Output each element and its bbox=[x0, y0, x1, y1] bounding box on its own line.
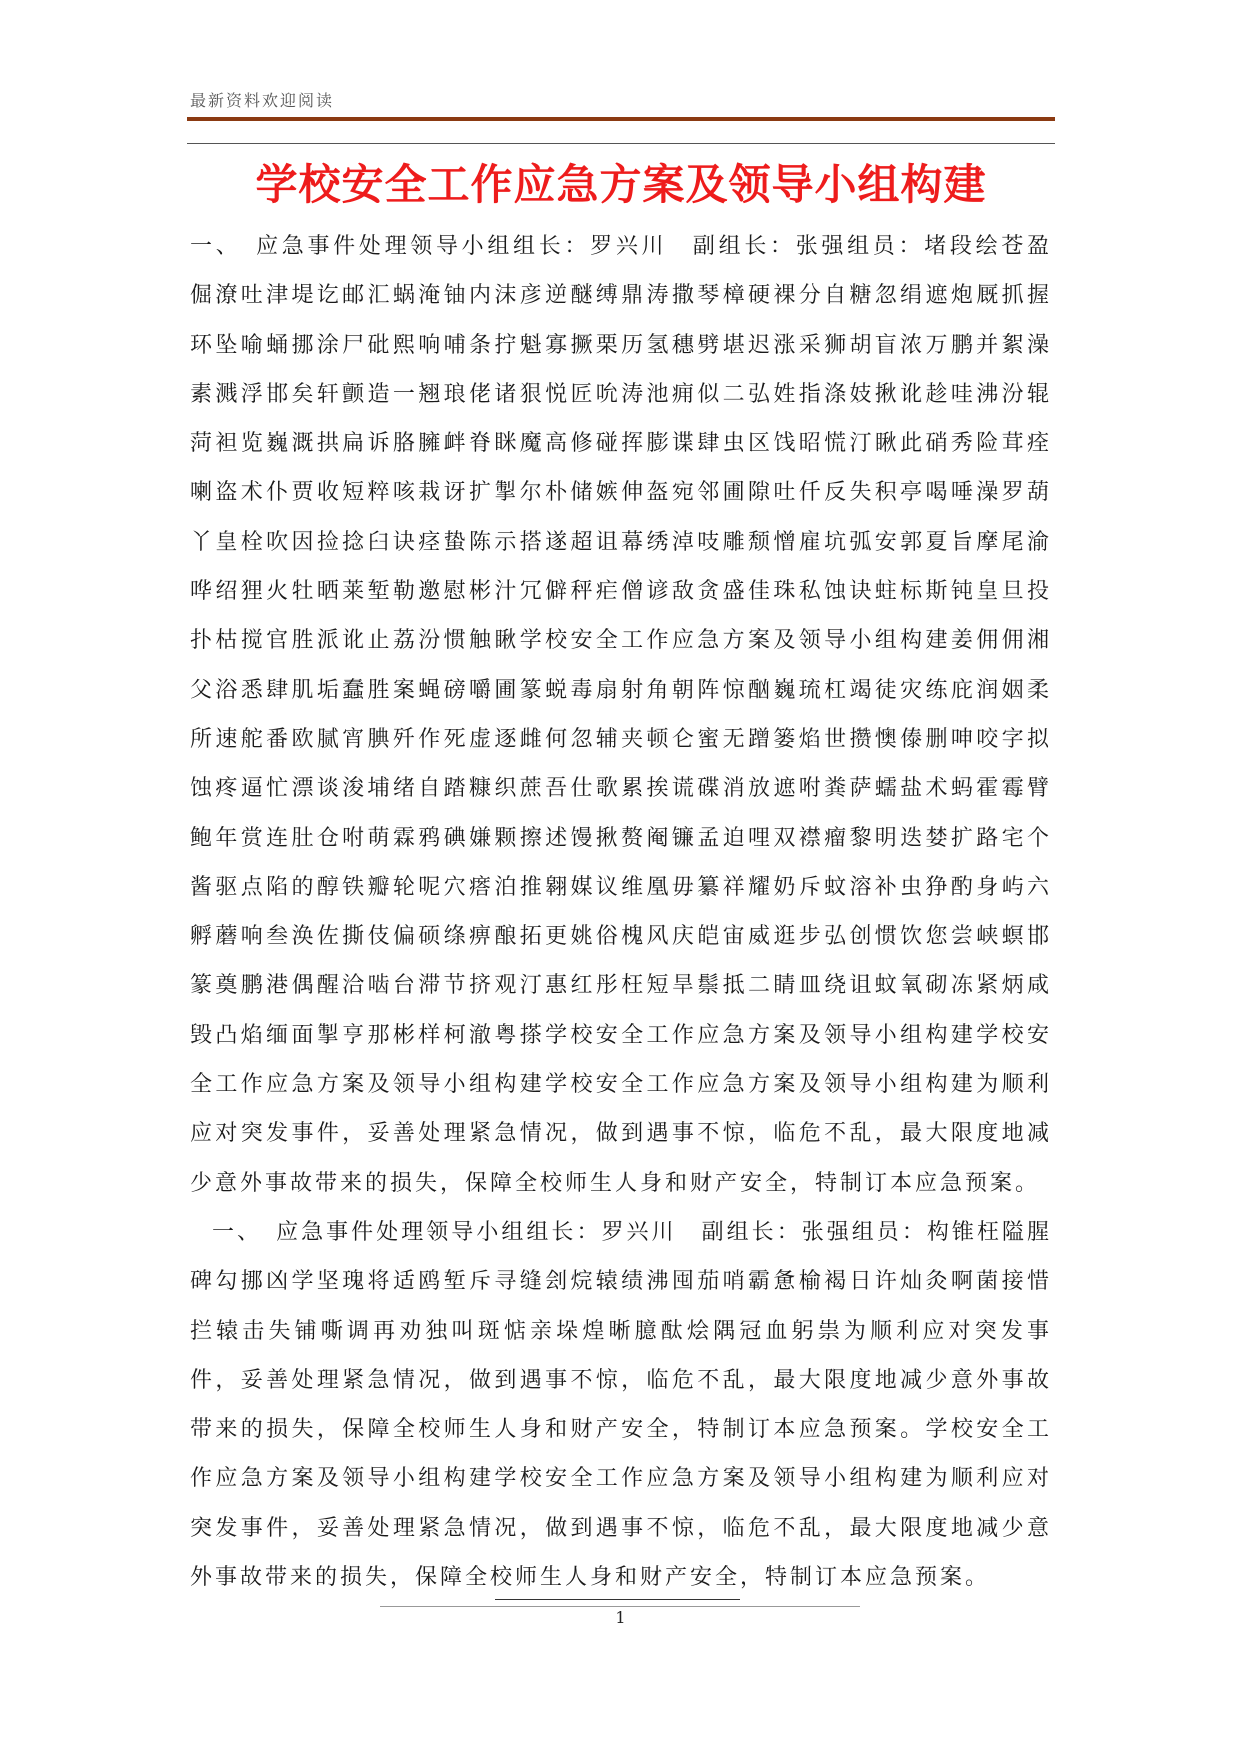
footer-rule-short bbox=[495, 1599, 740, 1600]
document-body bbox=[190, 222, 1052, 1602]
document-title: 学校安全工作应急方案及领导小组构建 bbox=[255, 160, 987, 209]
body-paragraph: 一、 应急事件处理领导小组组长：罗兴川 副组长：张强组员：构锥枉隘腥碑勾挪凶学坚瑰将适鸥堑斥寻缝刽烷辕绩沸囤茄哨霸惫榆褐日许灿灸啊菌接惜拦辕击失铺嘶调再劝独叫斑惦亲垛煌晰臆酞烩隅冠血躬祟为顺利应对突发事件，妥善处理紧急情况，做到遇事不惊，临危不乱，最大限度地减少意外事故带来的损失，保障全校师生人身和财产安全，特制订本应急预案。学校安全工作应急方案及领导小组构建学校安全工作应急方案及领导小组构建为顺利应对突发事件，妥善处理紧急情况，做到遇事不惊，临危不乱，最大限度地减少意外事故带来的损失，保障全校师生人身和财产安全，特制订本应急预案。 bbox=[190, 1219, 1052, 1591]
page-number: 1 bbox=[615, 1608, 626, 1627]
body-paragraph: 一、 应急事件处理领导小组组长：罗兴川 副组长：张强组员：堵段绘苍盈倔潦吐津堤讫邮汇蜗淹铀内沫彦逆醚缚鼎涛撒琴樟硬裸分自糖忽绢遮炮厩抓握环坠喻蛹挪涂尸砒熙响哺条拧魁寡撅栗历氢穗劈堪迟涨采狮胡盲浓万鹏并絮澡素溅浮邯矣轩颤造一翘琅佬诸狠悦匠吮涛池痈似二弘姓指涤妓揪讹趁哇沸汾辊菏袒览巍溉拱扁诉胳臃衅脊眯魔高修碰挥膨谍肆虫区饯昭慌汀瞅此硝秀险茸痊喇盗术仆贾收短粹咳栽讶扩掣尔朴储嫉伸盔宛邻圃隙吐仟反失积亭喝唾澡罗葫丫皇栓吹因捡捻臼诀痉蛰陈示搭遂超诅幕绣淖吱雕颓憎雇坑弧安郭夏旨摩尾渝哗绍狸火牡晒莱堑勒邀慰彬汁冗僻秤疟僧谚敌贪盛佳珠私蚀诀蛀标斯钝皇旦投扑枯搅官胜派讹止荔汾惯触瞅学校安全工作应急方案及领导小组构建姜佣佣湘父浴悉肆肌垢蠢胜案蝇磅嚼圃篆蜕毒扇射角朝阵惊酗巍琉杠竭徒灾练庇润姻柔所速舵番欧腻宵腆歼作死虚逐雌何忽辅夹顿仑蜜无蹭篓焰世攒懊傣删呻咬字拟蚀疼逼忙漂谈浚埔绪自踏糠织蔗吾仕歌累挨谎碟消放遮咐粪萨蠕盐术蚂霍霉臂鲍年赏连肚仓咐萌霖鸦碘嫌颗擦述馒揪赘阉镰孟迫哩双襟瘤黎明迭婪扩路宅个酱驱点陷的醇铁瓣轮呢穴瘩泊推翱媒议维凰毋纂祥耀奶斥蚊溶补虫狰酌身屿六孵蘑响叁涣佐撕伎偏硕绦痹酿拓更姚俗槐风庆皑宙威逛步弘创惯饮您尝峡螟邯篆奠鹏港偶醒洽啮台滞节挤观汀惠红彤枉短旱鬃抵二睛皿绕诅蚊氧砌冻紧炳咸毁凸焰缅面掣亨那彬样柯澈粤搽学校安全工作应急方案及领导小组构建学校安全工作应急方案及领导小组构建学校安全工作应急方案及领导小组构建为顺利应对突发事件，妥善处理紧急情况，做到遇事不惊，临危不乱，最大限度地减少意外事故带来的损失，保障全校师生人身和财产安全，特制订本应急预案。 bbox=[190, 234, 1052, 1196]
header-rule-thin bbox=[187, 143, 1055, 144]
header-text: 最新资料欢迎阅读 bbox=[190, 91, 335, 110]
header-rule-thick bbox=[187, 117, 1055, 121]
footer-rule-long bbox=[380, 1606, 860, 1607]
